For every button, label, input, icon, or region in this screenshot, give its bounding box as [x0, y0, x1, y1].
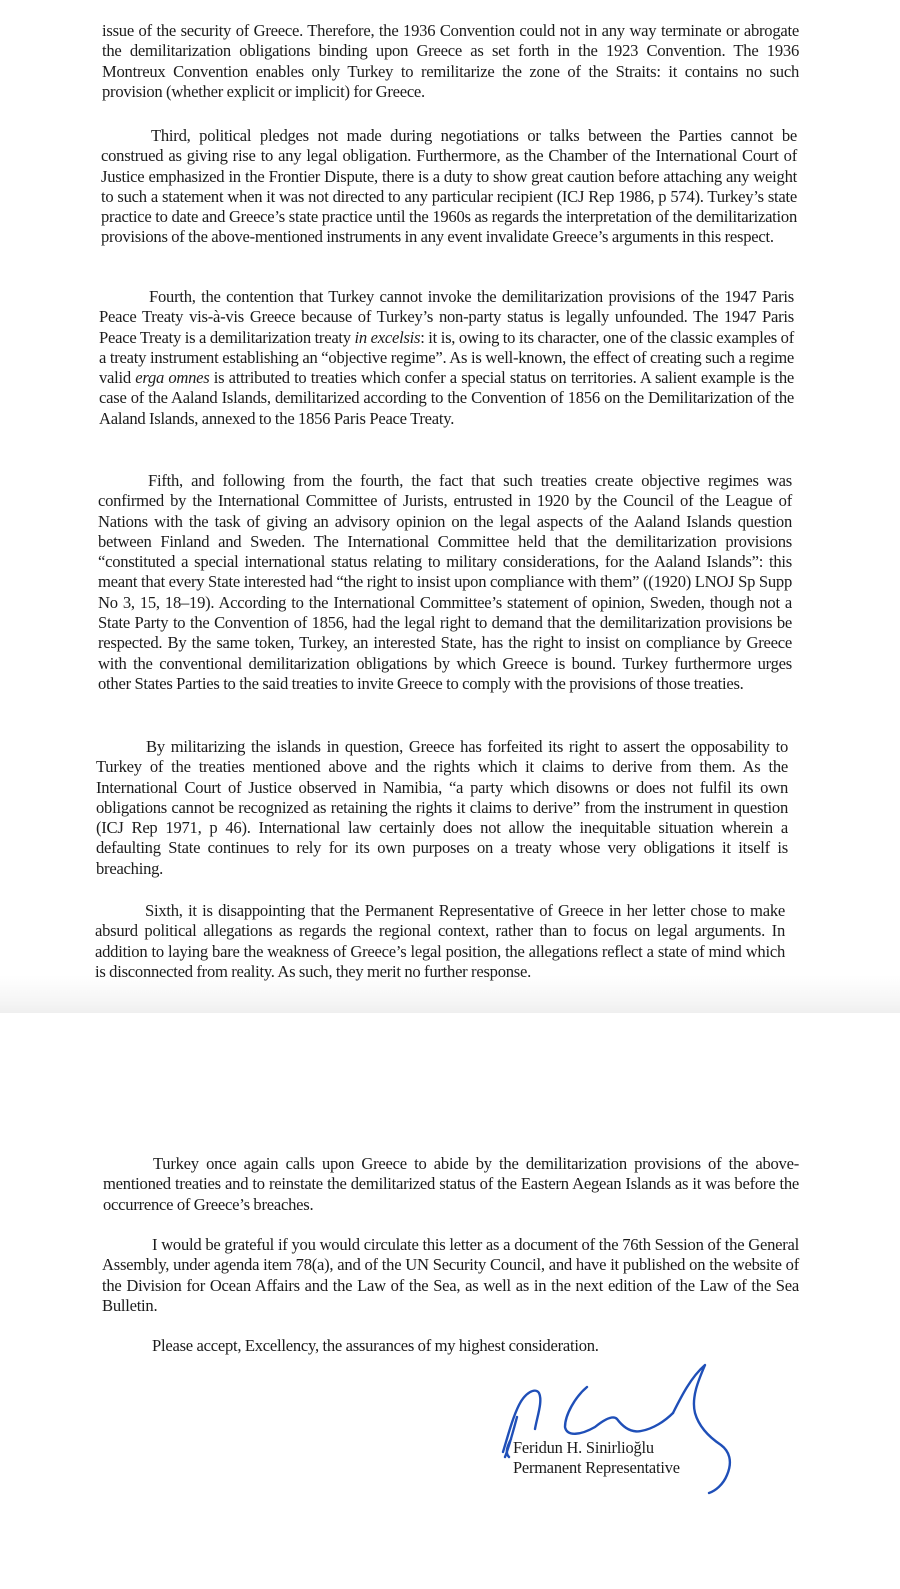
- paragraph-text: Fifth, and following from the fourth, the fact that such treaties create objective regimes was confirmed by the International Committee of Jurists, entrusted in 1920 by the Council of the League of Nations with the task of giving an advisory opinion on the legal aspects of the Aaland Islands question between Finland and Sweden. The International Committee held that the demilitarization provisions “constituted a special international status relating to military considerations, for the Aaland Islands”: this meant that every State interested had “the right to insist upon compliance with them” ((1920) LNOJ Sp Supp No 3, 15, 18–19). According to the International Committee’s statement of opinion, Sweden, though not a State Party to the Convention of 1856, had the legal right to demand that the demilitarization provisions be respected. By the same token, Turkey, an interested State, has the right to insist on compliance by Greece with the conventional demilitarization obligations by which Greece is bound. Turkey furthermore urges other States Parties to the said treaties to invite Greece to comply with the provisions of those treaties.: [98, 471, 792, 693]
- paragraph-text: Turkey once again calls upon Greece to abide by the demilitarization provisions of the above-mentioned treaties and to reinstate the demilitarized status of the Eastern Aegean Islands as it was before the occurrence of Greece’s breaches.: [103, 1154, 799, 1214]
- paragraph-text-segment: : it is, owing to its character, one of the classic examples of a treaty instrument establishing an “objective regime”. As is well-known, the effect of creating such a regime valid: [99, 327, 794, 388]
- paragraph-text: I would be grateful if you would circulate this letter as a document of the 76th Session of the General Assembly, under agenda item 78(a), and of the UN Security Council, and have it published on the website of the Division for Ocean Affairs and the Law of the Sea, as well as in the next edition of the Law of the Sea Bulletin.: [102, 1235, 799, 1315]
- paragraph-closing: [102, 1336, 799, 1356]
- paragraph-sixth: [95, 901, 785, 982]
- signature-stroke: [565, 1387, 673, 1434]
- paragraph-text-segment: is attributed to treaties which confer a special status on territories. A salient example is the case of the Aaland Islands, demilitarized according to the Convention of 1856 on the Demilitarization of the Aaland Islands, annexed to the 1856 Paris Peace Treaty.: [99, 368, 794, 428]
- paragraph-text: Please accept, Excellency, the assurances of my highest consideration.: [152, 1336, 599, 1355]
- paragraph-militarizing: [96, 737, 788, 879]
- document-page-2: [0, 1013, 900, 1589]
- italic-term-erga-omnes: erga omnes: [135, 368, 210, 388]
- paragraph-third: [101, 126, 797, 248]
- paragraph-text: Sixth, it is disappointing that the Permanent Representative of Greece in her letter chose to make absurd political allegations as regards the regional context, rather than to focus on legal arguments. In addition to laying bare the weakness of Greece’s legal position, the allegations reflect a state of mind which is disconnected from reality. As such, they merit no further response.: [95, 901, 785, 981]
- paragraph-text: issue of the security of Greece. Therefore, the 1936 Convention could not in any way terminate or abrogate the demilitarization obligations binding upon Greece as set forth in the 1923 Convention. The 1936 Montreux Convention enables only Turkey to remilitarize the zone of the Straits: it contains no such provision (whether explicit or implicit) for Greece.: [102, 21, 799, 101]
- signature-stroke: [673, 1365, 730, 1493]
- signatory-block: [513, 1438, 680, 1477]
- paragraph-text: Third, political pledges not made during negotiations or talks between the Parties cannot be construed as giving rise to any legal obligation. Furthermore, as the Chamber of the International Court of Justice emphasized in the Frontier Dispute, there is a duty to show great caution before attaching any weight to such a statement when it was not directed to any particular recipient (ICJ Rep 1986, p 574). Turkey’s state practice to date and Greece’s state practice until the 1960s as regards the interpretation of the demilitarization provisions of the above-mentioned instruments in any event invalidate Greece’s arguments in this respect.: [101, 126, 797, 247]
- paragraph-fifth: [98, 471, 792, 694]
- signatory-name: Feridun H. Sinirlioğlu: [513, 1438, 654, 1457]
- italic-term-in-excelsis: in excelsis: [354, 327, 421, 347]
- paragraph-fourth: [99, 287, 794, 429]
- paragraph-circulate-request: [102, 1235, 799, 1316]
- paragraph-text: By militarizing the islands in question, Greece has forfeited its right to assert the opposability to Turkey of the treaties mentioned above and the rights which it claims to derive from them. As the International Court of Justice observed in Namibia, “a party which disowns or does not fulfil its own obligations cannot be recognized as retaining the rights it claims to derive” from the instrument in question (ICJ Rep 1971, p 46). International law certainly does not allow the inequitable situation wherein a defaulting State continues to rely for its own purposes on a treaty whose very obligations it itself is breaching.: [96, 737, 788, 878]
- paragraph-text-segment: Fourth, the contention that Turkey cannot invoke the demilitarization provisions of the 1947 Paris Peace Treaty vis-à-vis Greece because of Turkey’s non-party status is legally unfounded. The 1947 Paris Peace Treaty is a demilitarization treaty: [99, 287, 794, 347]
- signatory-title: Permanent Representative: [513, 1457, 680, 1477]
- paragraph-continuation: [102, 21, 799, 102]
- paragraph-call-upon-greece: [103, 1154, 799, 1215]
